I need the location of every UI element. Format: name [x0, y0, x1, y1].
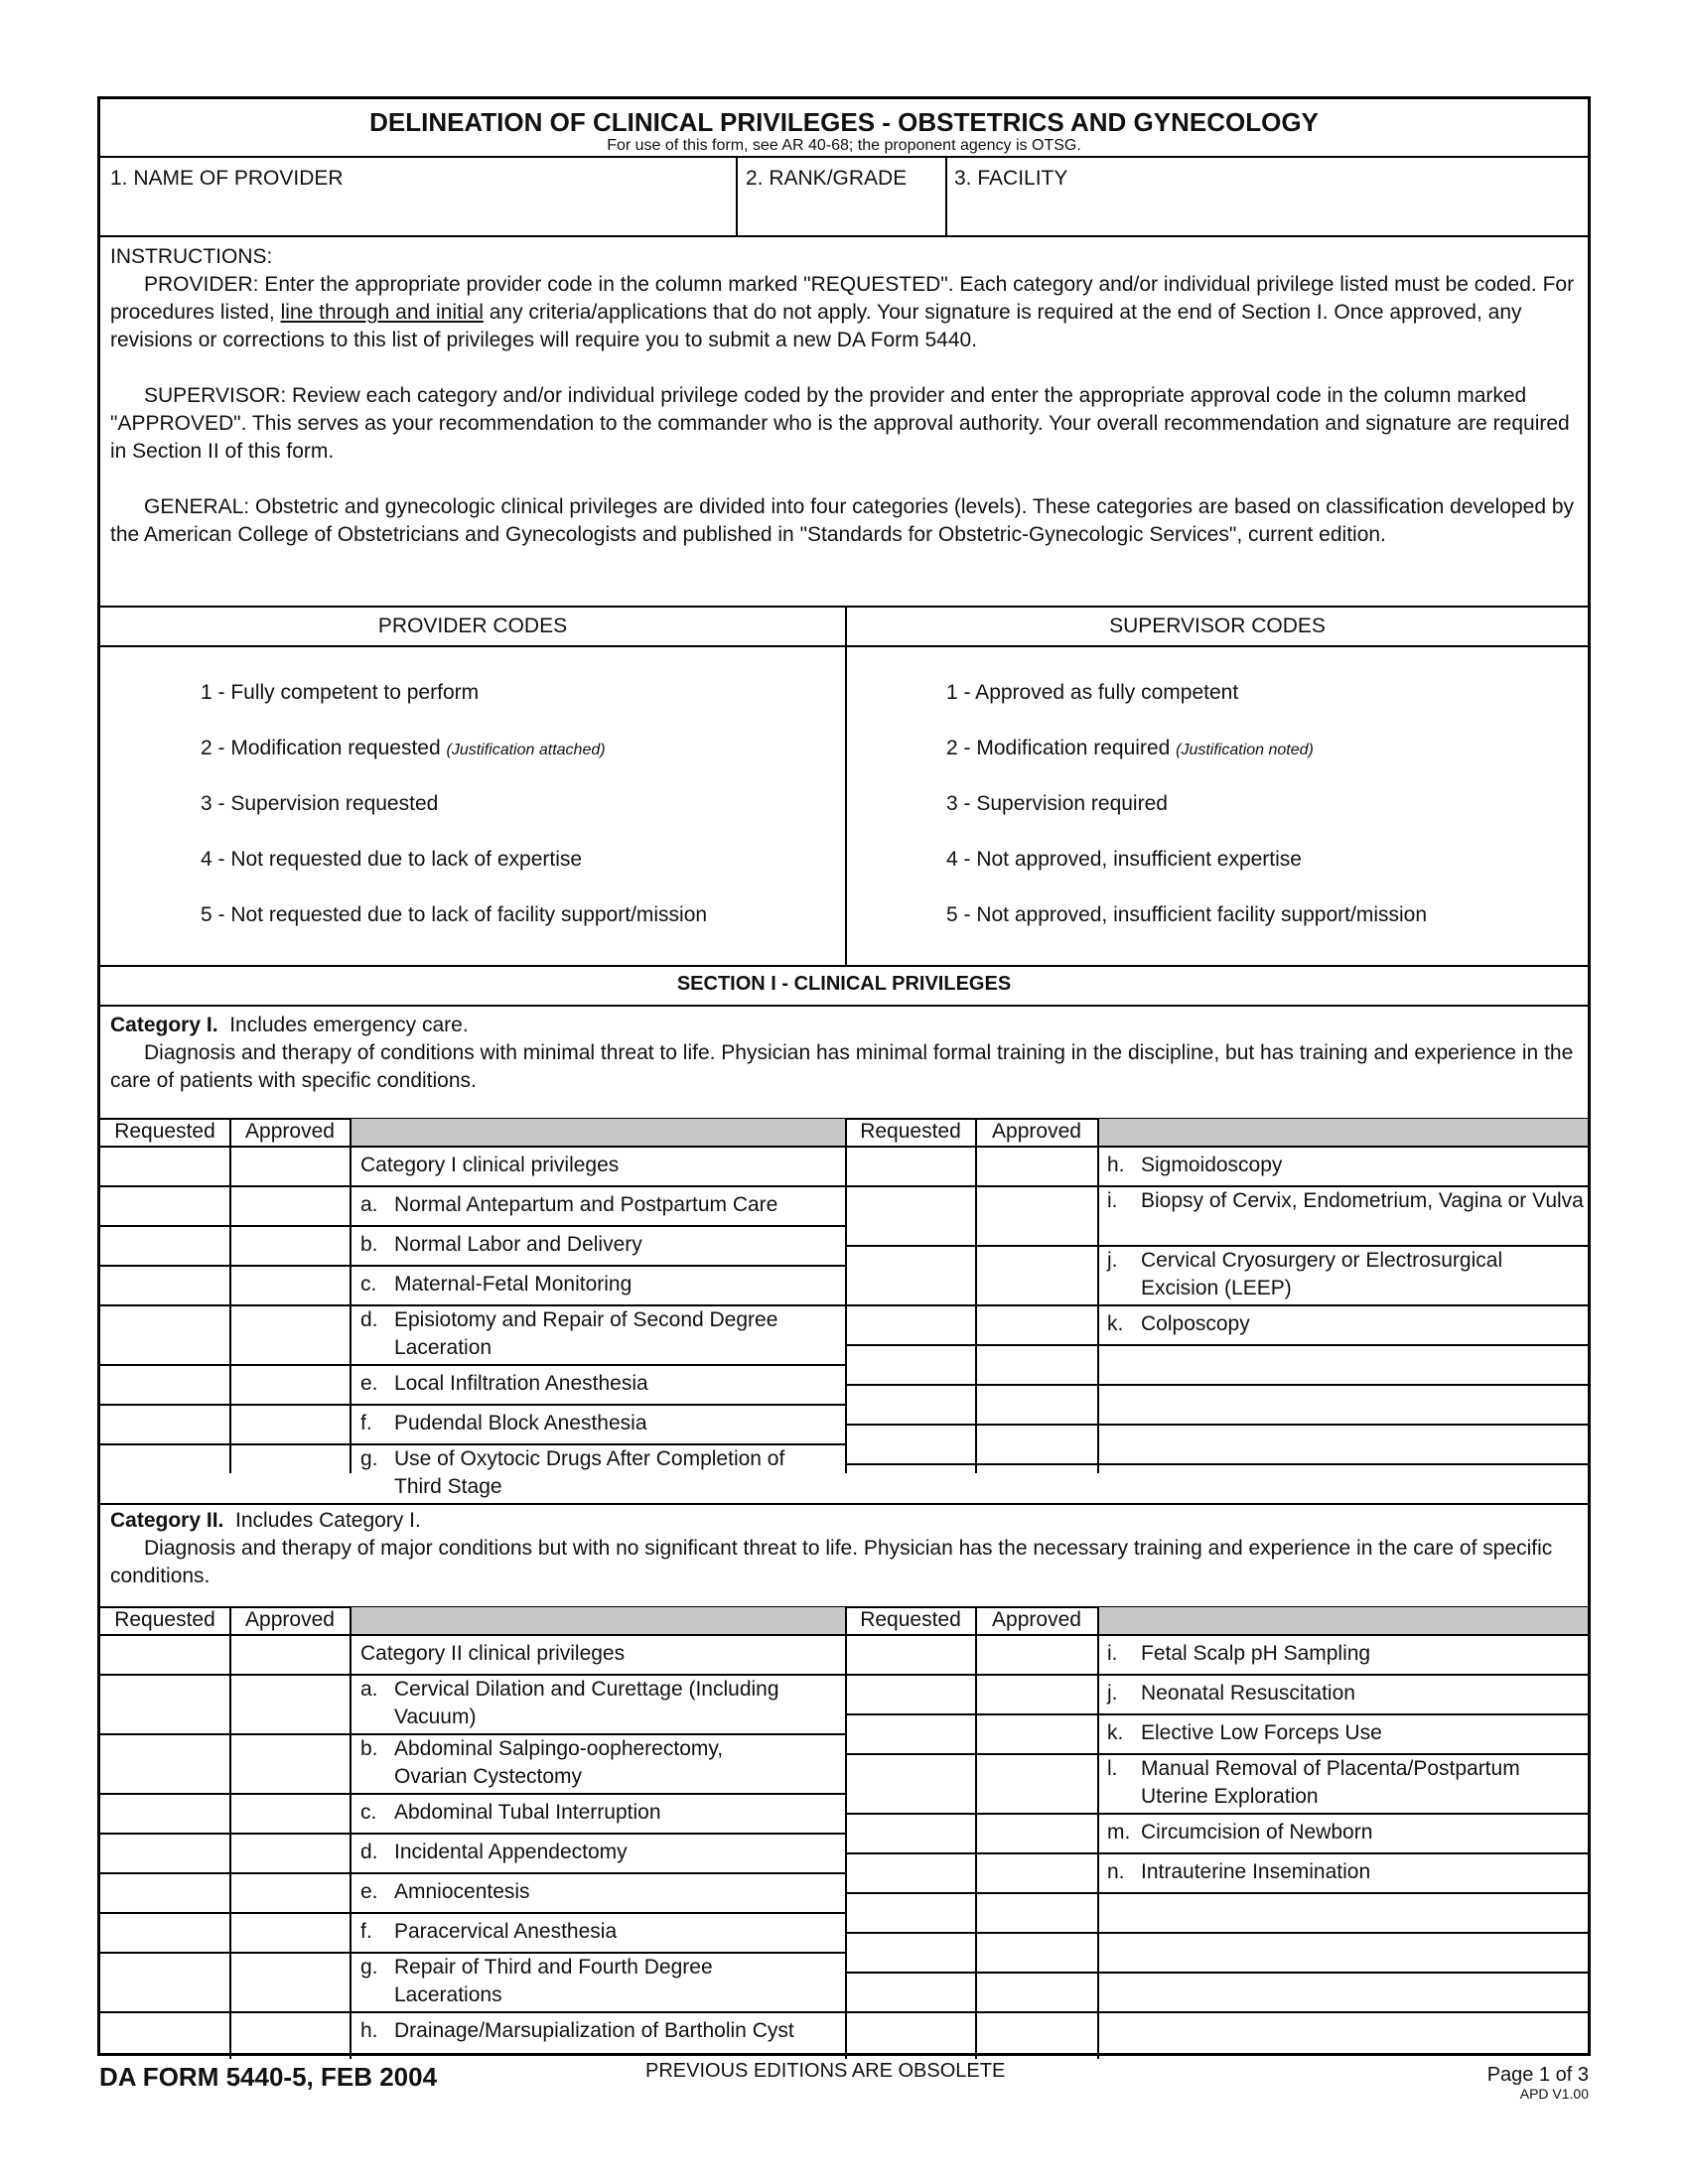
supervisor-code-3: 3 - Supervision required	[946, 792, 1168, 815]
requested-column-header: Requested	[114, 1120, 215, 1143]
requested-cell[interactable]	[848, 1815, 973, 1850]
requested-cell[interactable]	[102, 1227, 227, 1263]
form-number: DA FORM 5440-5, FEB 2004	[99, 2062, 438, 2092]
provider-code-1: 1 - Fully competent to perform	[201, 681, 480, 704]
provider-codes-heading: PROVIDER CODES	[377, 614, 568, 637]
form-page: DELINEATION OF CLINICAL PRIVILEGES - OBSTETRICS AND GYNECOLOGY For use of this form, see AR 40-68; the proponent agency is OTSG. 1. NAME OF PROVIDER 2. RANK/GRADE 3. FACILITY INSTRUCTIONS: PROVIDER: Enter the appropriate provider code in the column marked "REQUESTED". Each category and/or individual privilege listed must be coded. For procedures listed, line through and initial any criteria/applications that do not apply. Your signature is required at the end of Section I. Once approved, any revisions or corrections to this list of privileges will require you to submit a new DA Form 5440. SUPERVISOR: Review each category and/or individual privilege coded by the provider and enter the appropriate approval code in the column marked "APPROVED". This serves as your recommendation to the commander who is the approval authority. Your overall recommendation and signature are required in Section II of this form. GENERAL: Obstetric and gynecologic clinical privileges are divided into four categories (levels). These categories are based on classification developed by the American College of Obstetricians and Gynecologists and published in "Standards for Obstetric-Gynecologic Services", current edition. PROVIDER CODES SUPERVISOR CODES 1 - Fully competent to perform 2 - Modification requested (Justification attached) 3 - Supervision requested 4 - Not requested due to lack of expertise 5 - Not requested due to lack of facility support/mission 1 - Approved as fully competent 2 - Modification required (Justification noted) 3 - Supervision required 4 - Not approved, insufficient expertise 5 - Not approved, insufficient facility support/mission SECTION I - CLINICAL PRIVILEGES Category I. Includes emergency care. Diagnosis and therapy of conditions with minimal threat to life. Physician has minimal formal training in the discipline, but has training and experience in the care of patients with specific conditions. Requested Approved Requested Approved Category I clinical privileges a. Normal Antepartum and Postpartum Care b. Normal Labor and Delivery c. Maternal-Fetal Monitoring d. Episiotomy and Repair of Second Degree Laceration e. Local Infiltration Anesthesia f. Pudendal Block Anesthesia g. Use of Oxytocic Drugs After Completion of Third Stage h. Sigmoidoscopy i. Biopsy of Cervix, Endometrium, Vagina or Vulva j. Cervical Cryosurgery or Electrosurgical Excision (LEEP) k. Colposcopy Category II. Includes Category I. Diagnosis and therapy of major conditions but with no significant threat to life. Physician has the necessary training and experience in the care of specific conditions. Requested Approved Requested Approved Category II clinical privileges a. Cervical Dilation and Curettage (Including Vacuum) b. Abdominal Salpingo-oopherectomy, Ovarian Cystectomy c. Abdominal Tubal Interruption d. Incidental Appendectomy e. Amniocentesis f. Paracervical Anesthesia g. Repair of Third and Fourth Degree Lacerations h. Drainage/Marsupialization of Bartholin Cyst i. Fetal Scalp pH Sampling j. Neonatal Resuscitation k. Elective Low Forceps Use l. Manual Removal of Placenta/Postpartum Uterine Exploration m. Circumcision of Newborn n. Intrauterine Insemination	[97, 96, 1591, 2056]
form-subtitle: For use of this form, see AR 40-68; the proponent agency is OTSG.	[607, 137, 1081, 154]
requested-cell[interactable]	[102, 1366, 227, 1402]
supervisor-code-1: 1 - Approved as fully competent	[946, 681, 1239, 704]
approved-cell[interactable]	[978, 1148, 1095, 1183]
approved-cell[interactable]	[978, 1187, 1095, 1243]
requested-cell[interactable]	[102, 1267, 227, 1302]
requested-cell[interactable]	[102, 1445, 227, 1501]
approved-cell[interactable]	[978, 1715, 1095, 1751]
requested-cell[interactable]	[102, 1795, 227, 1831]
approved-column-header: Approved	[245, 1608, 335, 1631]
requested-cell[interactable]	[848, 1306, 973, 1342]
requested-column-header: Requested	[114, 1608, 215, 1631]
requested-cell[interactable]	[102, 2013, 227, 2053]
requested-cell[interactable]	[848, 1854, 973, 1890]
requested-cell[interactable]	[848, 1755, 973, 1811]
requested-column-header: Requested	[860, 1608, 961, 1631]
supervisor-codes-heading: SUPERVISOR CODES	[1109, 614, 1326, 637]
provider-code-4: 4 - Not requested due to lack of expertise	[201, 848, 583, 871]
approved-cell[interactable]	[232, 1148, 348, 1183]
approved-cell[interactable]	[232, 1445, 348, 1501]
approved-cell[interactable]	[232, 1735, 348, 1791]
provider-code-5: 5 - Not requested due to lack of facility support/mission	[201, 903, 708, 926]
form-version: APD V1.00	[1519, 2086, 1589, 2102]
instructions-general: GENERAL: Obstetric and gynecologic clinical privileges are divided into four categories (levels). These categories are based on classification developed by the American College of Obstetricians and Gynecologists and published in "Standards for Obstetric-Gynecologic Services", current edition.	[110, 495, 1575, 546]
requested-cell[interactable]	[848, 1636, 973, 1672]
approved-cell[interactable]	[232, 1835, 348, 1870]
approved-cell[interactable]	[978, 1247, 1095, 1302]
approved-cell[interactable]	[978, 1306, 1095, 1342]
approved-column-header: Approved	[992, 1120, 1081, 1143]
requested-cell[interactable]	[102, 1306, 227, 1362]
approved-cell[interactable]	[978, 1815, 1095, 1850]
requested-column-header: Requested	[860, 1120, 961, 1143]
approved-cell[interactable]	[232, 1406, 348, 1441]
requested-cell[interactable]	[848, 1676, 973, 1711]
requested-cell[interactable]	[848, 1187, 973, 1243]
supervisor-code-5: 5 - Not approved, insufficient facility support/mission	[946, 903, 1428, 926]
approved-cell[interactable]	[232, 1366, 348, 1402]
supervisor-code-4: 4 - Not approved, insufficient expertise	[946, 848, 1302, 871]
instructions-heading: INSTRUCTIONS:	[110, 245, 273, 268]
facility-label: 3. FACILITY	[954, 167, 1068, 190]
approved-column-header: Approved	[992, 1608, 1081, 1631]
section-1-heading: SECTION I - CLINICAL PRIVILEGES	[676, 973, 1012, 995]
requested-cell[interactable]	[102, 1835, 227, 1870]
requested-cell[interactable]	[848, 1247, 973, 1302]
approved-cell[interactable]	[232, 1676, 348, 1731]
rank-label: 2. RANK/GRADE	[746, 167, 908, 190]
requested-cell[interactable]	[848, 1148, 973, 1183]
provider-code-2: 2 - Modification requested (Justification attached)	[201, 737, 606, 759]
approved-cell[interactable]	[978, 1636, 1095, 1672]
requested-cell[interactable]	[102, 1406, 227, 1441]
approved-cell[interactable]	[232, 1227, 348, 1263]
requested-cell[interactable]	[848, 1715, 973, 1751]
supervisor-code-2: 2 - Modification required (Justification noted)	[946, 737, 1314, 759]
category-2-title: Category II. Includes Category I.	[110, 1509, 421, 1532]
requested-cell[interactable]	[102, 1636, 227, 1672]
approved-cell[interactable]	[232, 1914, 348, 1950]
form-title: DELINEATION OF CLINICAL PRIVILEGES - OBSTETRICS AND GYNECOLOGY	[369, 107, 1319, 137]
approved-cell[interactable]	[978, 1854, 1095, 1890]
approved-cell[interactable]	[232, 1306, 348, 1362]
name-of-provider-field[interactable]	[108, 195, 734, 234]
provider-code-3: 3 - Supervision requested	[201, 792, 439, 815]
page-number: Page 1 of 3	[1486, 2064, 1589, 2086]
approved-cell[interactable]	[232, 1874, 348, 1910]
requested-cell[interactable]	[102, 1187, 227, 1223]
approved-cell[interactable]	[978, 1676, 1095, 1711]
category-1-description: Diagnosis and therapy of conditions with minimal threat to life. Physician has minimal formal training in the discipline, but has training and experience in the care of patients with specific conditions.	[110, 1041, 1574, 1092]
category-1-privileges-row: Category I clinical privileges	[360, 1154, 620, 1176]
requested-cell[interactable]	[102, 1874, 227, 1910]
category-2-description: Diagnosis and therapy of major conditions but with no significant threat to life. Physician has the necessary training and experience in the care of specific conditions.	[110, 1537, 1553, 1587]
approved-cell[interactable]	[232, 2013, 348, 2053]
facility-field[interactable]	[950, 195, 1586, 234]
approved-cell[interactable]	[232, 1187, 348, 1223]
approved-cell[interactable]	[232, 1267, 348, 1302]
approved-cell[interactable]	[232, 1636, 348, 1672]
instructions-supervisor: SUPERVISOR: Review each category and/or individual privilege coded by the provider and enter the appropriate approval code in the column marked "APPROVED". This serves as your recommendation to the commander who is the approval authority. Your overall recommendation and signature are required in Section II of this form.	[110, 384, 1570, 463]
category-2-privileges-row: Category II clinical privileges	[360, 1642, 626, 1665]
rank-grade-field[interactable]	[741, 195, 939, 234]
approved-cell[interactable]	[978, 1755, 1095, 1811]
requested-cell[interactable]	[102, 1676, 227, 1731]
instructions-provider: PROVIDER: Enter the appropriate provider code in the column marked "REQUESTED". Each category and/or individual privilege listed must be coded. For procedures listed, line through and initial any criteria/applications that do not apply. Your signature is required at the end of Section I. Once approved, any revisions or corrections to this list of privileges will require you to submit a new DA Form 5440.	[110, 273, 1575, 351]
obsolete-notice: PREVIOUS EDITIONS ARE OBSOLETE	[645, 2060, 1006, 2082]
approved-cell[interactable]	[232, 1954, 348, 2009]
requested-cell[interactable]	[102, 1914, 227, 1950]
requested-cell[interactable]	[102, 1148, 227, 1183]
name-label: 1. NAME OF PROVIDER	[110, 167, 344, 190]
approved-column-header: Approved	[245, 1120, 335, 1143]
category-1-title: Category I. Includes emergency care.	[110, 1014, 469, 1036]
requested-cell[interactable]	[102, 1954, 227, 2009]
approved-cell[interactable]	[232, 1795, 348, 1831]
requested-cell[interactable]	[102, 1735, 227, 1791]
